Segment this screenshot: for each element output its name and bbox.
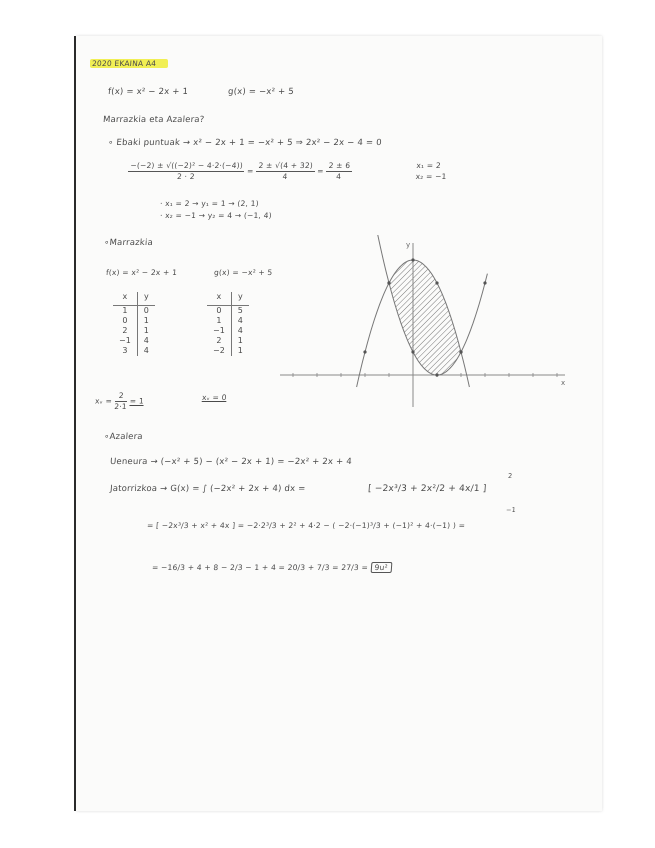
vertex-f <box>94 391 144 412</box>
step2-denominator: 4 <box>282 172 288 181</box>
vertex-g: xᵥ = 0 <box>201 393 227 402</box>
step2-numerator: 2 ± √(4 + 32) <box>256 161 315 172</box>
table-f-cell-y: 4 <box>143 346 149 355</box>
table-g-cell-y: 4 <box>237 316 243 325</box>
table-g-cell-x: 1 <box>207 316 231 326</box>
drawing-section: ∘Marrazkia <box>103 238 154 248</box>
table-f-cell-x: 0 <box>113 316 137 326</box>
vertex-f-fraction <box>114 391 128 412</box>
table-f-cell-y: 1 <box>143 316 149 325</box>
limit-bottom: −1 <box>505 506 517 514</box>
table-g-cell-x: −1 <box>207 326 231 336</box>
table-g-cell-x: 0 <box>207 306 231 317</box>
shaded-area <box>389 260 461 375</box>
point-f <box>435 373 438 376</box>
table-f-cell-x: −1 <box>113 336 137 346</box>
result-box: 9u² <box>370 562 392 573</box>
table-g-row <box>207 306 249 317</box>
point-g <box>387 281 390 284</box>
table-g <box>207 292 249 356</box>
table-g-row <box>207 326 249 336</box>
question-text: Marrazkia eta Azalera? <box>102 115 205 125</box>
drawing-label: Marrazkia <box>109 238 154 248</box>
area-section: ∘Azalera <box>103 432 144 442</box>
table-g-label: g(x) = −x² + 5 <box>213 268 273 277</box>
table-f-cell-y: 4 <box>143 336 149 345</box>
table-g-cell-y: 5 <box>237 306 243 315</box>
table-g-cell-x: −2 <box>207 346 231 356</box>
intersection-equation: x² − 2x + 1 = −x² + 5 ⇒ 2x² − 2x − 4 = 0 <box>192 138 383 148</box>
exam-title: 2020 EKAINA A4 <box>91 59 157 68</box>
quadratic-formula: $\frac{\text{−(−2) ± √((−2)² − 4·2·(−4))}}{2 \cdot 2}$ = $\frac{2 \pm √(4 + 32)}{4}$ = $\frac{2 \pm 6}{4}$ <box>127 161 352 182</box>
point-g <box>435 281 438 284</box>
function-f: f(x) = x² − 2x + 1 <box>107 87 189 97</box>
table-g-cell-x: 2 <box>207 336 231 346</box>
step3-denominator: 4 <box>335 172 342 181</box>
table-f-row <box>113 336 155 346</box>
table-f-cell-y: 0 <box>143 306 149 315</box>
table-f-label: f(x) = x² − 2x + 1 <box>105 268 178 277</box>
formula-fraction <box>127 161 245 182</box>
intersection-label: Ebaki puntuak <box>116 138 181 148</box>
point-1-text: x₁ = 2 → y₁ = 1 → (2, 1) <box>164 199 260 208</box>
table-g-header-x: x <box>207 292 231 306</box>
point-1: · x₁ = 2 → y₁ = 1 → (2, 1) <box>159 199 260 208</box>
step2-fraction <box>255 161 315 182</box>
table-f-row <box>113 316 155 326</box>
table-f-cell-x: 3 <box>113 346 137 356</box>
step3-fraction <box>325 161 352 182</box>
table-f-row <box>113 326 155 336</box>
table-f-row <box>113 306 155 317</box>
table-g-cell-y: 4 <box>237 326 243 335</box>
table-f-header-x: x <box>113 292 137 306</box>
point-2-text: x₂ = −1 → y₂ = 4 → (−1, 4) <box>164 211 273 220</box>
intersection-section: ∘ Ebaki puntuak → x² − 2x + 1 = −x² + 5 ⇒ 2x² − 2x − 4 = 0 <box>107 138 383 148</box>
table-g-row <box>207 316 249 326</box>
point-g <box>363 350 366 353</box>
table-f <box>113 292 155 356</box>
function-g: g(x) = −x² + 5 <box>227 87 295 97</box>
roots <box>415 160 448 182</box>
point-g <box>411 258 414 261</box>
table-f-cell-x: 1 <box>113 306 137 317</box>
limit-top: 2 <box>507 472 513 480</box>
table-g-header-y: y <box>231 292 249 306</box>
table-g-cell-y: 1 <box>237 346 243 355</box>
vertex-f-denominator: 2·1 <box>113 402 128 411</box>
height-expression: Ueneura → (−x² + 5) − (x² − 2x + 1) = −2x² + 2x + 4 <box>109 457 353 467</box>
point-2: · x₂ = −1 → y₂ = 4 → (−1, 4) <box>159 211 273 220</box>
vertex-f-numerator: 2 <box>115 391 128 402</box>
table-g-row <box>207 336 249 346</box>
table-g-cell-y: 1 <box>237 336 243 345</box>
vertex-f-lhs: xᵥ = <box>94 396 113 406</box>
table-f-header-y: y <box>137 292 155 306</box>
vertex-f-result: = 1 <box>129 396 145 406</box>
area-label: Azalera <box>109 432 144 442</box>
root-1: x₁ = 2 <box>416 161 442 170</box>
root-2: x₂ = −1 <box>415 172 447 181</box>
step3-numerator: 2 ± 6 <box>326 161 352 172</box>
antiderivative-lhs: Jatorrizkoa → G(x) = ∫ (−2x² + 2x + 4) dx = <box>109 484 306 494</box>
bullet-icon: ∘ <box>107 138 117 148</box>
formula-denominator: 2 · 2 <box>176 172 196 181</box>
parabola-graph <box>275 235 575 415</box>
antiderivative-rhs: [ −2x³/3 + 2x²/2 + 4x/1 ] <box>367 484 487 494</box>
y-axis-label: y <box>406 241 411 249</box>
table-f-cell-y: 1 <box>143 326 149 335</box>
x-axis-label: x <box>561 379 566 387</box>
result-line <box>152 563 392 572</box>
point-f <box>483 281 486 284</box>
formula-numerator: −(−2) ± √((−2)² − 4·2·(−4)) <box>128 161 245 172</box>
paper-sheet <box>76 36 602 811</box>
point-g <box>459 350 462 353</box>
point-f <box>411 350 414 353</box>
table-f-row <box>113 346 155 356</box>
evaluation-line: = [ −2x³/3 + x² + 4x ] = −2·2³/3 + 2² + 4·2 − ( −2·(−1)³/3 + (−1)² + 4·(−1) ) = <box>146 521 466 530</box>
result-steps: = −16/3 + 4 + 8 − 2/3 − 1 + 4 = 20/3 + 7/3 = 27/3 = <box>151 563 369 572</box>
table-f-cell-x: 2 <box>113 326 137 336</box>
table-g-row <box>207 346 249 356</box>
